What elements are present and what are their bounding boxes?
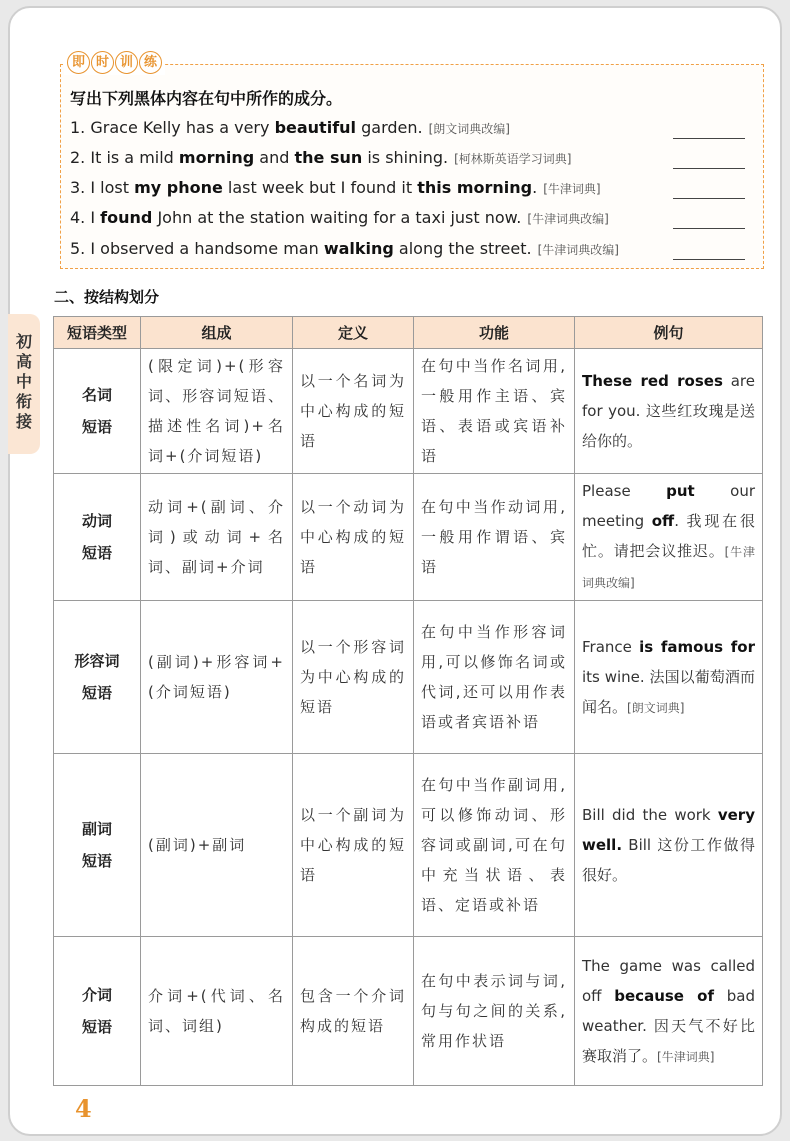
cell-function: 在句中当作名词用,一般用作主语、宾语、表语或宾语补语 (414, 349, 575, 474)
phrase-table (53, 316, 763, 1086)
header-definition: 定义 (293, 317, 414, 349)
question-number: 3. (70, 178, 91, 197)
text-run: Bill 这份工作做得很好。 (582, 836, 755, 884)
cell-composition: (限定词)+(形容词、形容词短语、描述性名词)+名词+(介词短语) (141, 349, 293, 474)
header-composition: 组成 (141, 317, 293, 349)
bold-text: beautiful (274, 118, 357, 137)
type-line: 动词 (81, 512, 112, 530)
text-run: . (532, 178, 538, 197)
cell-type (54, 474, 141, 601)
type-line: 形容词 (74, 652, 120, 670)
bold-text: put (666, 482, 695, 500)
page-number: 4 (75, 1094, 92, 1123)
tag-char: 练 (139, 51, 162, 74)
text-run: its wine. 法国以葡萄酒而闻名。 (582, 667, 755, 716)
cell-definition: 以一个副词为中心构成的短语 (293, 754, 414, 937)
text-run: The game was called off (582, 956, 755, 1005)
exercise-question (70, 118, 510, 137)
header-example: 例句 (575, 317, 763, 349)
exercise-question (70, 148, 571, 167)
text-run: France (582, 637, 640, 656)
cell-composition: 介词+(代词、名词、词组) (141, 937, 293, 1086)
text-run: John at the station waiting for a taxi just now. (152, 208, 522, 227)
exercise-question (70, 239, 619, 258)
text-run: I observed a handsome man (90, 239, 324, 258)
bold-text: walking (323, 239, 394, 258)
text-run: along the street. (393, 239, 532, 258)
question-source: [牛津词典] (543, 182, 601, 196)
cell-example (575, 474, 763, 601)
side-tab-label: 初高中衔接 (15, 332, 32, 431)
question-source: [朗文词典改编] (428, 122, 510, 136)
type-line: 短语 (81, 684, 112, 702)
tag-char: 时 (91, 51, 114, 74)
example-source: [牛津词典改编] (582, 545, 755, 590)
bold-text: my phone (134, 178, 223, 197)
answer-blank (673, 198, 745, 199)
cell-function: 在句中表示词与词,句与句之间的关系,常用作状语 (414, 937, 575, 1086)
text-run: I (90, 208, 101, 227)
cell-composition: 动词+(副词、介词)或动词+名词、副词+介词 (141, 474, 293, 601)
cell-composition: (副词)+副词 (141, 754, 293, 937)
table-row (54, 937, 763, 1086)
text-run: is shining. (362, 148, 449, 167)
text-run: I lost (90, 178, 135, 197)
table-row (54, 349, 763, 474)
text-run: our meeting (582, 482, 755, 530)
bold-text: These red roses (582, 372, 723, 390)
example-source: [朗文词典] (627, 700, 685, 715)
question-source: [牛津词典改编] (537, 243, 619, 257)
question-number: 2. (70, 148, 91, 167)
table-row (54, 474, 763, 601)
cell-definition: 包含一个介词构成的短语 (293, 937, 414, 1086)
exercise-tag (64, 51, 165, 75)
type-line: 短语 (81, 1018, 112, 1036)
table-header-row (54, 317, 763, 349)
cell-example (575, 601, 763, 754)
bold-text: off (651, 512, 675, 530)
type-line: 短语 (81, 418, 112, 436)
bold-text: is famous for (639, 637, 755, 656)
type-line: 名词 (81, 386, 112, 404)
question-source: [柯林斯英语学习词典] (454, 152, 572, 166)
question-source: [牛津词典改编] (527, 212, 609, 226)
type-line: 短语 (81, 544, 112, 562)
table-row (54, 754, 763, 937)
cell-type (54, 937, 141, 1086)
tag-char: 训 (115, 51, 138, 74)
cell-function: 在句中当作动词用,一般用作谓语、宾语 (414, 474, 575, 601)
answer-blank (673, 259, 745, 260)
answer-blank (673, 228, 745, 229)
side-tab (8, 314, 40, 454)
question-number: 5. (70, 239, 91, 258)
question-number: 1. (70, 118, 91, 137)
cell-example (575, 349, 763, 474)
example-source: [牛津词典] (657, 1049, 715, 1064)
question-number: 4. (70, 208, 91, 227)
exercise-question (70, 178, 601, 197)
exercise-instruction: 写出下列黑体内容在句中所作的成分。 (70, 89, 343, 108)
exercise-question (70, 208, 609, 227)
cell-type (54, 349, 141, 474)
bold-text: because of (614, 986, 715, 1005)
type-line: 副词 (81, 820, 112, 838)
answer-blank (673, 168, 745, 169)
header-function: 功能 (414, 317, 575, 349)
text-run: Please (582, 482, 667, 500)
bold-text: very well. (582, 806, 755, 854)
text-run: It is a mild (90, 148, 179, 167)
cell-definition: 以一个形容词为中心构成的短语 (293, 601, 414, 754)
header-type: 短语类型 (54, 317, 141, 349)
text-run: garden. (356, 118, 423, 137)
bold-text: the sun (294, 148, 363, 167)
bold-text: this morning (417, 178, 533, 197)
cell-function: 在句中当作形容词用,可以修饰名词或代词,还可以用作表语或者宾语补语 (414, 601, 575, 754)
table-body (54, 349, 763, 1086)
text-run: and (254, 148, 295, 167)
cell-composition: (副词)+形容词+(介词短语) (141, 601, 293, 754)
cell-definition: 以一个名词为中心构成的短语 (293, 349, 414, 474)
text-run: are for you. 这些红玫瑰是送给你的。 (582, 372, 755, 450)
section-title: 二、按结构划分 (54, 288, 160, 306)
answer-blank (673, 138, 745, 139)
type-line: 短语 (81, 852, 112, 870)
type-line: 介词 (81, 986, 112, 1004)
tag-char: 即 (67, 51, 90, 74)
text-run: . 我现在很忙。请把会议推迟。 (582, 512, 755, 560)
cell-type (54, 754, 141, 937)
bold-text: found (100, 208, 153, 227)
text-run: Bill did the work (582, 806, 718, 824)
table-row (54, 601, 763, 754)
text-run: Grace Kelly has a very (90, 118, 275, 137)
cell-definition: 以一个动词为中心构成的短语 (293, 474, 414, 601)
cell-type (54, 601, 141, 754)
bold-text: morning (178, 148, 255, 167)
cell-example (575, 937, 763, 1086)
text-run: bad weather. 因天气不好比赛取消了。 (582, 986, 755, 1065)
cell-function: 在句中当作副词用,可以修饰动词、形容词或副词,可在句中充当状语、表语、定语或补语 (414, 754, 575, 937)
cell-example (575, 754, 763, 937)
text-run: last week but I found it (222, 178, 418, 197)
